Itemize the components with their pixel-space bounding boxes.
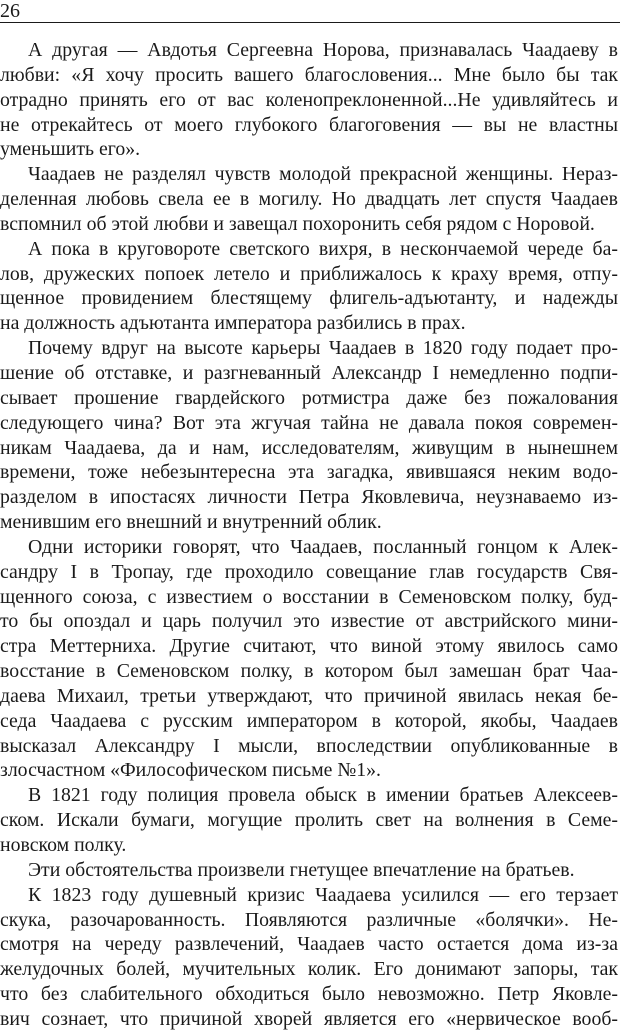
text-line: сывает прошение гвардейского ротмистра даже без пожалования [0, 386, 618, 409]
text-line: щенное провидением блестящему флигель-адъютанту, и надежды [0, 287, 618, 310]
text-line: не отрекайтесь от моего глубокого благоговения — вы не властны [0, 113, 618, 136]
text-line: Эти обстоятельства произвели гнетущее впечатление на братьев. [28, 858, 575, 881]
text-line: смотря на череду развлечений, Чаадаев часто остается дома из-за [0, 933, 618, 956]
text-line: А пока в круговороте светского вихря, в нескончаемой череде ба- [28, 237, 618, 260]
text-body [0, 38, 618, 1032]
paragraph [0, 162, 618, 237]
text-line: менившим его внешний и внутренний облик. [0, 511, 382, 534]
text-line: злосчастном «Философическом письме №1». [0, 759, 382, 782]
paragraph [0, 883, 618, 1032]
text-line: лов, дружеских попоек летело и приближалось к краху время, отпу- [0, 262, 618, 285]
text-line: новском полку. [0, 834, 127, 856]
text-line: высказал Александру I мысли, впоследствии опубликованные в [0, 734, 618, 757]
text-line: скука, разочарованность. Появляются различные «болячки». Не- [0, 908, 618, 931]
text-line: уменьшить его». [0, 138, 141, 161]
text-line: сандру I в Тропау, где проходило совещание глав государств Свя- [0, 560, 618, 583]
text-line: В 1821 году полиция провела обыск в имении братьев Алексеев- [28, 784, 618, 807]
text-line: шение об отставке, и разгневанный Александр I немедленно подпи- [0, 361, 618, 384]
text-line: следующего чина? Вот эта жгучая тайна не давала покоя современ- [0, 411, 618, 434]
paragraph [0, 38, 618, 162]
text-line: Почему вдруг на высоте карьеры Чаадаев в 1820 году подает про- [28, 337, 618, 360]
text-line: даева Михаил, третьи утверждают, что причиной явилась некая бе- [0, 684, 618, 707]
text-line: ском. Искали бумаги, могущие пролить свет на волнения в Семе- [0, 809, 618, 832]
page-number: 26 [0, 0, 20, 22]
text-line: никам Чаадаева, да и нам, исследователям, живущим в нынешнем [0, 436, 618, 459]
text-line: разделом в ипостасях личности Петра Яковлевича, неузнаваемо из- [0, 486, 618, 509]
text-line: на должность адъютанта императора разбились в прах. [0, 312, 466, 335]
text-line: Одни историки говорят, что Чаадаев, посланный гонцом к Алек- [28, 535, 618, 558]
text-line: отрадно принять его от вас коленопреклоненной...Не удивляйтесь и [0, 88, 618, 111]
paragraph [0, 237, 618, 336]
text-line: времени, тоже небезынтересна эта загадка, явившаяся неким водо- [0, 461, 618, 484]
text-line: стра Меттерниха. Другие считают, что виной этому явилось само [0, 635, 618, 658]
text-line: желудочных болей, мучительных колик. Его донимают запоры, так [0, 958, 618, 981]
paragraph [0, 336, 618, 535]
text-line: вспомнил об этой любви и завещал похоронить себя рядом с Норовой. [0, 212, 595, 235]
text-line: любви: «Я хочу просить вашего благословения... Мне было бы так [0, 63, 618, 86]
header-rule [0, 22, 620, 23]
text-line: К 1823 году душевный кризис Чаадаева усилился — его терзает [28, 883, 618, 906]
text-line: седа Чаадаева с русским императором в которой, якобы, Чаадаев [0, 709, 618, 732]
paragraph [0, 783, 618, 858]
text-line: вич сознает, что причиной хворей является его «нервическое вооб- [0, 1007, 618, 1030]
text-line: то бы опоздал и царь получил это известие от австрийского мини- [0, 610, 618, 633]
text-line: щенного союза, с известием о восстании в Семеновском полку, буд- [0, 585, 618, 608]
paragraph [0, 858, 618, 883]
text-line: Чаадаев не разделял чувств молодой прекрасной женщины. Нераз- [28, 163, 618, 186]
text-line: восстание в Семеновском полку, в котором был замешан брат Чаа- [0, 660, 618, 683]
text-line: А другая — Авдотья Сергеевна Норова, признавалась Чаадаеву в [28, 39, 618, 61]
text-line: что без слабительного обходиться было невозможно. Петр Яковле- [0, 983, 618, 1006]
text-line: деленная любовь свела ее в могилу. Но двадцать лет спустя Чаадаев [0, 188, 618, 211]
paragraph [0, 535, 618, 783]
